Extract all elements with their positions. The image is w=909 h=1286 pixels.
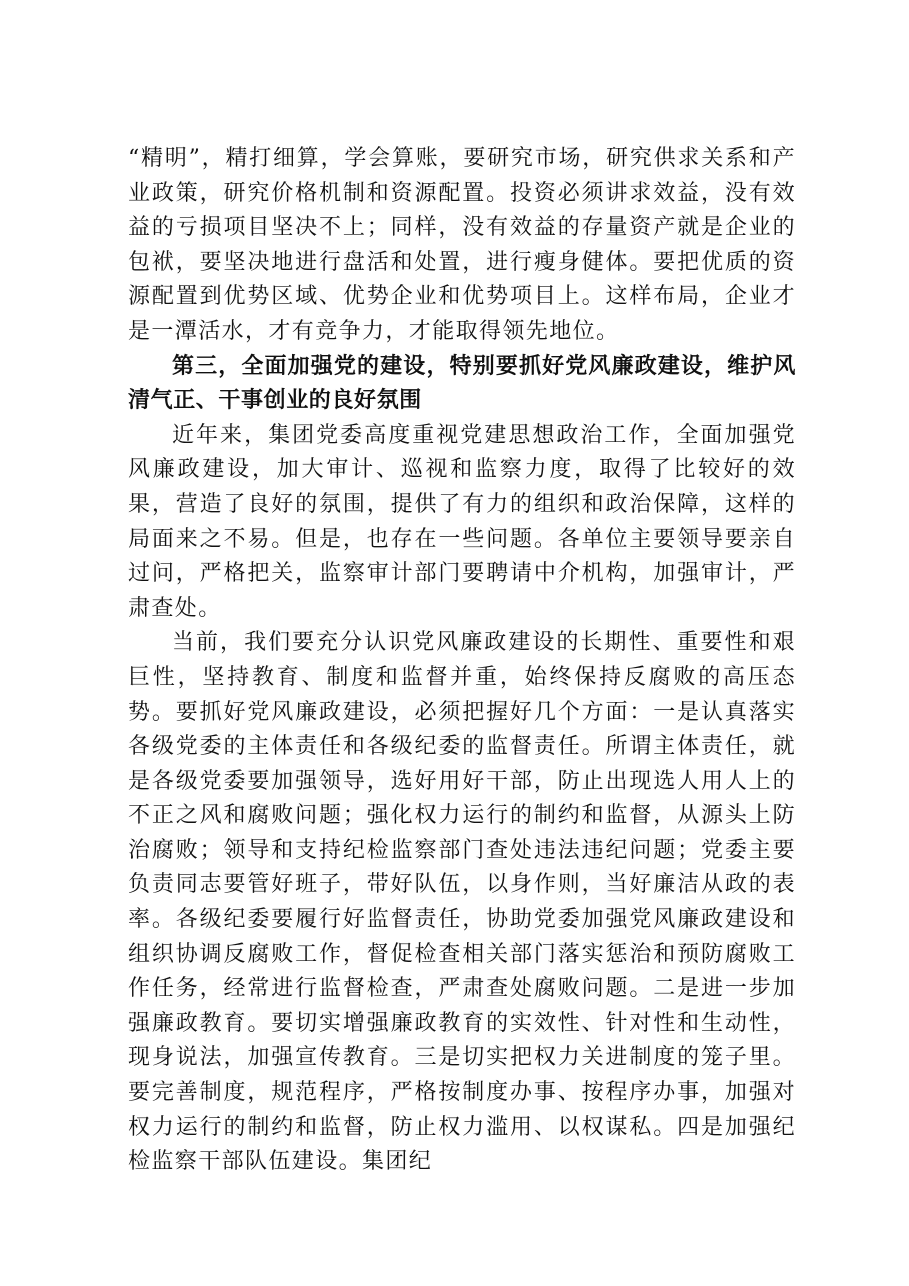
document-body bbox=[128, 142, 796, 1180]
paragraph: 近年来，集团党委高度重视党建思想政治工作，全面加强党风廉政建设，加大审计、巡视和监察力度，取得了比较好的效果，营造了良好的氛围，提供了有力的组织和政治保障，这样的局面来之不易。但是，也存在一些问题。各单位主要领导要亲自过问，严格把关，监察审计部门要聘请中介机构，加强审计，严肃查处。 bbox=[128, 422, 796, 621]
paragraph: 当前，我们要充分认识党风廉政建设的长期性、重要性和艰巨性，坚持教育、制度和监督并重，始终保持反腐败的高压态势。要抓好党风廉政建设，必须把握好几个方面：一是认真落实各级党委的主体责任和各级纪委的监督责任。所谓主体责任，就是各级党委要加强领导，选好用好干部，防止出现选人用人上的不正之风和腐败问题；强化权力运行的制约和监督，从源头上防治腐败；领导和支持纪检监察部门查处违法违纪问题；党委主要负责同志要管好班子，带好队伍，以身作则，当好廉洁从政的表率。各级纪委要履行好监督责任，协助党委加强党风廉政建设和组织协调反腐败工作，督促检查相关部门落实惩治和预防腐败工作任务，经常进行监督检查，严肃查处腐败问题。二是进一步加强廉政教育。要切实增强廉政教育的实效性、针对性和生动性，现身说法，加强宣传教育。三是切实把权力关进制度的笼子里。要完善制度，规范程序，严格按制度办事、按程序办事，加强对权力运行的制约和监督，防止权力滥用、以权谋私。四是加强纪检监察干部队伍建设。集团纪 bbox=[128, 630, 796, 1175]
section-heading: 第三，全面加强党的建设，特别要抓好党风廉政建设，维护风清气正、干事创业的良好氛围 bbox=[128, 353, 796, 414]
paragraph-continuation: “精明”，精打细算，学会算账，要研究市场，研究供求关系和产业政策，研究价格机制和资源配置。投资必须讲求效益，没有效益的亏损项目坚决不上；同样，没有效益的存量资产就是企业的包袱，要坚决地进行盘活和处置，进行瘦身健体。要把优质的资源配置到优势区域、优势企业和优势项目上。这样布局，企业才是一潭活水，才有竞争力，才能取得领先地位。 bbox=[128, 146, 796, 344]
